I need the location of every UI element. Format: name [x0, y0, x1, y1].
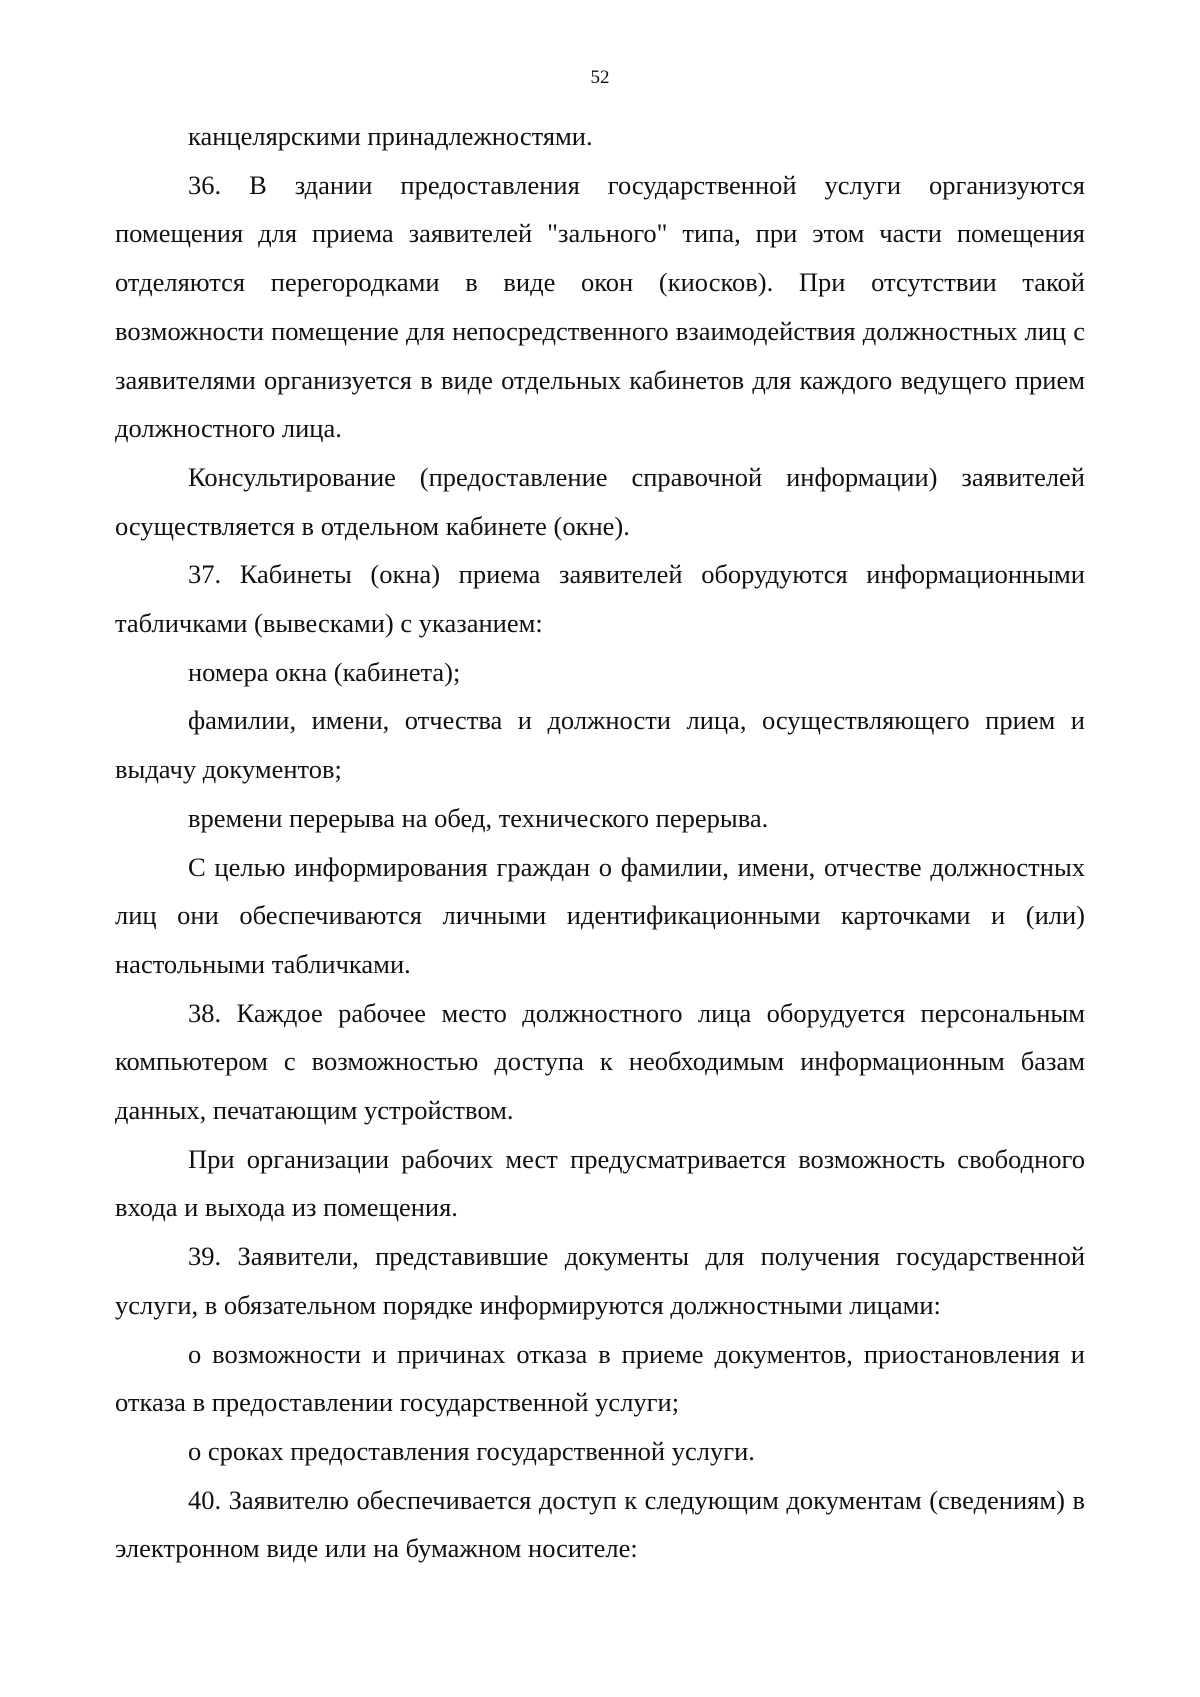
paragraph: 38. Каждое рабочее место должностного лица оборудуется персональным компьютером с возможностью доступа к необходимым информационным базам данных, печатающим устройством.	[115, 997, 1085, 1126]
paragraph: о возможности и причинах отказа в приеме документов, приостановления и отказа в предоставлении государственной услуги;	[115, 1338, 1085, 1418]
paragraph: 39. Заявители, представившие документы для получения государственной услуги, в обязательном порядке информируются должностными лицами:	[115, 1241, 1085, 1320]
paragraph: 36. В здании предоставления государственной услуги организуются помещения для приема заявителей "зального" типа, при этом части помещения отделяются перегородками в виде окон (киосков). При отсутствии такой возможности помещение для непосредственного взаимодействия должностных лиц с заявителями организуется в виде отдельных кабинетов для каждого ведущего прием должностного лица.	[115, 169, 1085, 444]
document-body	[115, 112, 1085, 1573]
paragraph: времени перерыва на обед, технического перерыва.	[188, 802, 769, 833]
paragraph: Консультирование (предоставление справочной информации) заявителей осуществляется в отдельном кабинете (окне).	[115, 461, 1085, 541]
paragraph: о сроках предоставления государственной услуги.	[188, 1435, 755, 1466]
paragraph: 37. Кабинеты (окна) приема заявителей оборудуются информационными табличками (вывесками) с указанием:	[115, 559, 1085, 639]
paragraph: номера окна (кабинета);	[188, 656, 461, 687]
paragraph: канцелярскими принадлежностями.	[188, 121, 593, 151]
page-number: 52	[590, 67, 610, 88]
paragraph: С целью информирования граждан о фамилии, имени, отчестве должностных лиц они обеспечиваются личными идентификационными карточками и (или) настольными табличками.	[115, 851, 1085, 979]
paragraph: фамилии, имени, отчества и должности лица, осуществляющего прием и выдачу документов;	[115, 705, 1085, 785]
paragraph: При организации рабочих мест предусматривается возможность свободного входа и выхода из помещения.	[115, 1143, 1085, 1223]
paragraph: 40. Заявителю обеспечивается доступ к следующим документам (сведениям) в электронном виде или на бумажном носителе:	[115, 1484, 1085, 1564]
